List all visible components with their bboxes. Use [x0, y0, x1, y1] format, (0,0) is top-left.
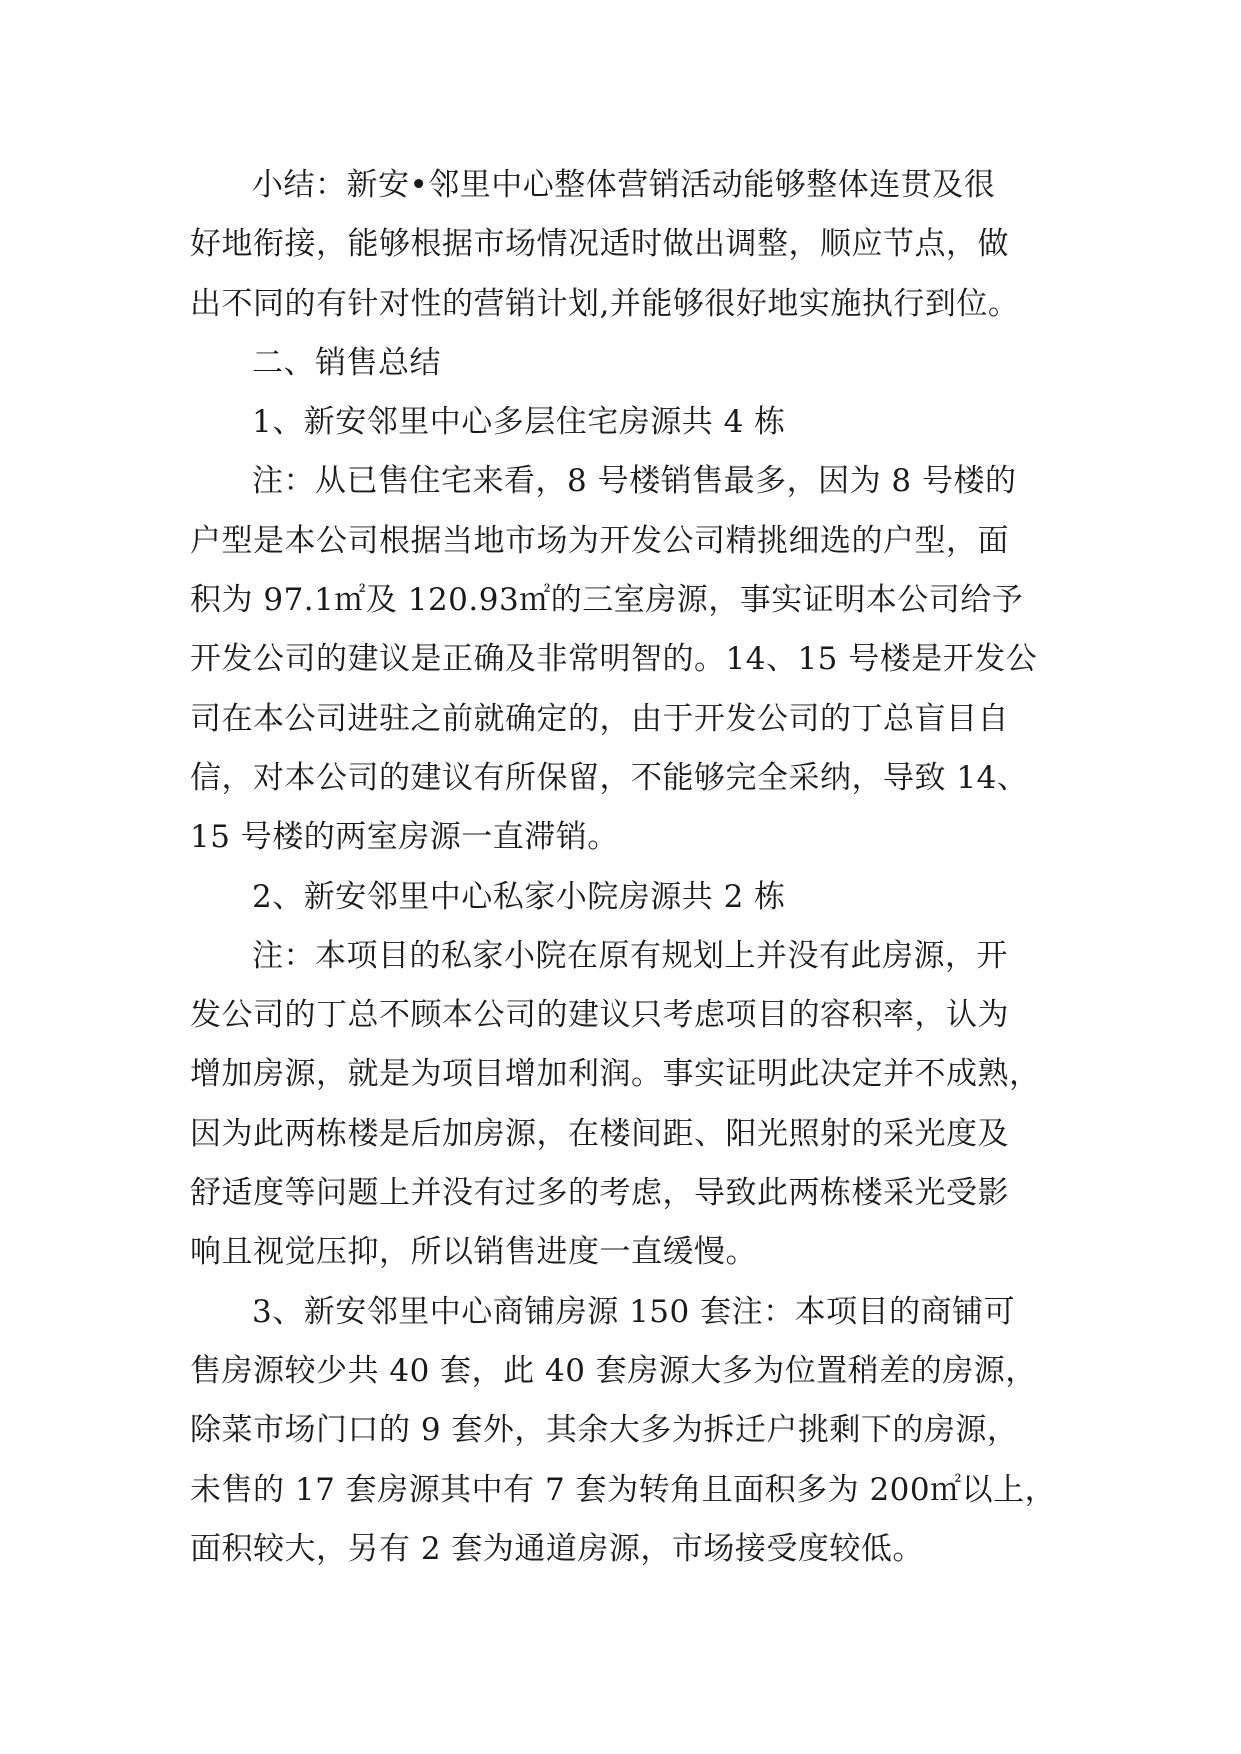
item-heading-courtyard: 2、新安邻里中心私家小院房源共 2 栋: [252, 878, 786, 915]
courtyard-note-line: 舒适度等问题上并没有过多的考虑，导致此两栋楼采光受影: [190, 1175, 1009, 1212]
residential-note-line: 15 号楼的两室房源一直滞销。: [190, 819, 619, 856]
summary-paragraph-line: 小结：新安•邻里中心整体营销活动能够整体连贯及很: [252, 167, 996, 203]
residential-note-line: 开发公司的建议是正确及非常明智的。14、15 号楼是开发公: [190, 641, 1038, 678]
shops-note-line: 面积较大，另有 2 套为通道房源，市场接受度较低。: [190, 1530, 924, 1567]
shops-note-line: 未售的 17 套房源其中有 7 套为转角且面积多为 200㎡以上，: [190, 1471, 1057, 1508]
courtyard-note-line: 注：本项目的私家小院在原有规划上并没有此房源，开: [252, 937, 1008, 974]
residential-note-line: 户型是本公司根据当地市场为开发公司精挑细选的户型，面: [190, 522, 1009, 559]
residential-note-line: 司在本公司进驻之前就确定的，由于开发公司的丁总盲目自: [190, 700, 1009, 737]
section-heading: 二、销售总结: [252, 344, 441, 381]
item-heading-residential: 1、新安邻里中心多层住宅房源共 4 栋: [252, 404, 786, 441]
summary-paragraph-line: 好地衔接，能够根据市场情况适时做出调整，顺应节点，做: [190, 226, 1009, 263]
residential-note-line: 注：从已售住宅来看，8 号楼销售最多，因为 8 号楼的: [252, 463, 1017, 500]
shops-note-line: 除菜市场门口的 9 套外，其余大多为拆迁户挑剩下的房源，: [190, 1412, 1019, 1449]
courtyard-note-line: 发公司的丁总不顾本公司的建议只考虑项目的容积率，认为: [190, 997, 1009, 1034]
document-body: [190, 156, 1070, 1579]
residential-note-line: 信，对本公司的建议有所保留，不能够完全采纳，导致 14、: [190, 759, 1029, 796]
residential-note-line: 积为 97.1㎡及 120.93㎡的三室房源，事实证明本公司给予: [190, 582, 1024, 619]
courtyard-note-line: 响且视觉压抑，所以销售进度一直缓慢。: [190, 1234, 757, 1271]
courtyard-note-line: 增加房源，就是为项目增加利润。事实证明此决定并不成熟，: [190, 1056, 1041, 1093]
shops-note-line: 售房源较少共 40 套，此 40 套房源大多为位置稍差的房源，: [190, 1352, 1037, 1389]
summary-paragraph-line: 出不同的有针对性的营销计划,并能够很好地实施执行到位。: [190, 285, 1020, 322]
item-heading-shops: 3、新安邻里中心商铺房源 150 套注：本项目的商铺可: [252, 1293, 1016, 1330]
courtyard-note-line: 因为此两栋楼是后加房源，在楼间距、阳光照射的采光度及: [190, 1115, 1009, 1152]
